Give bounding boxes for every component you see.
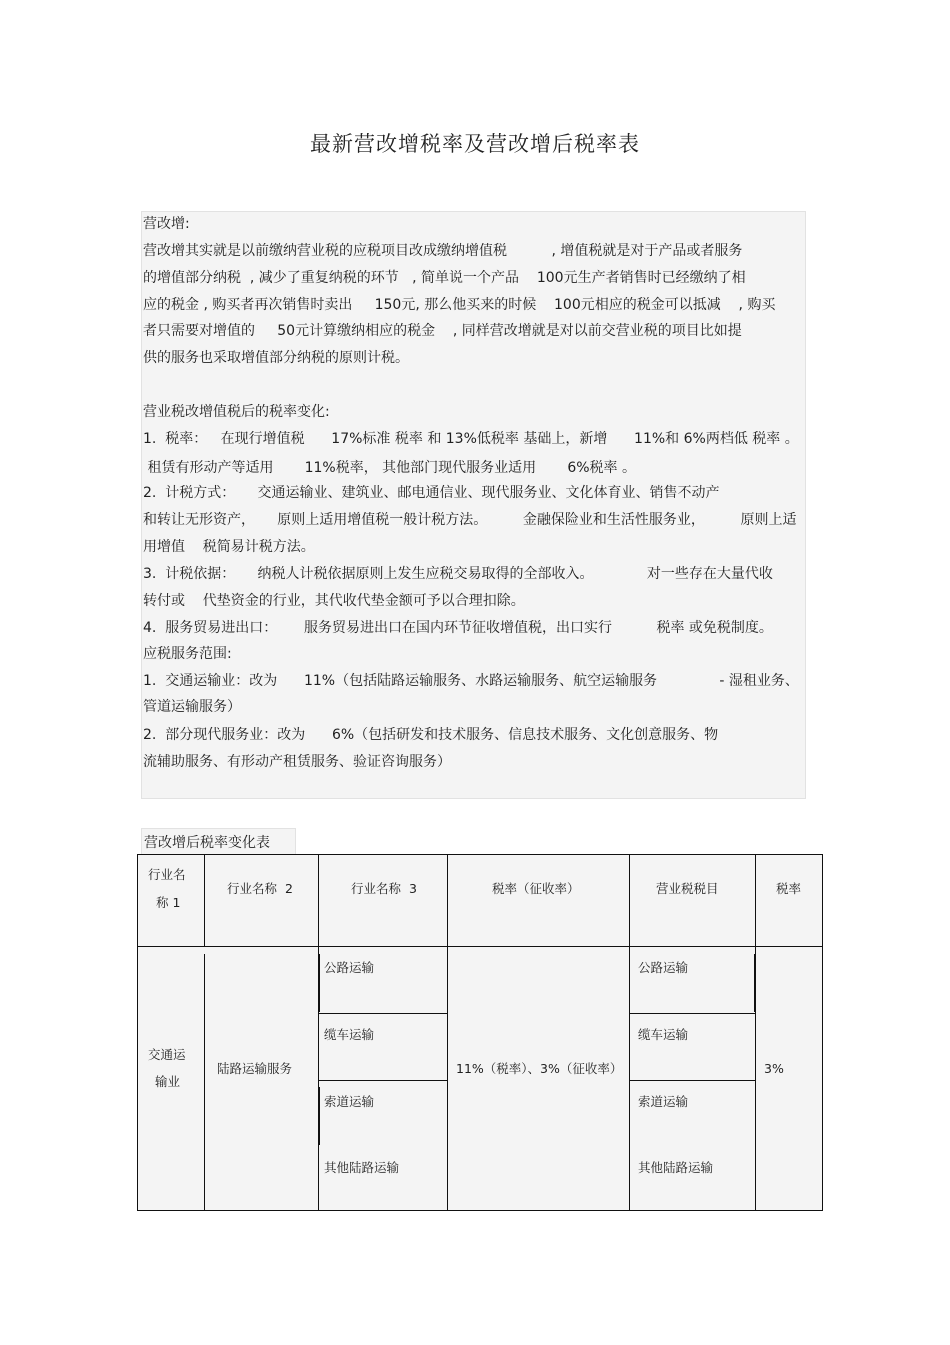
header-col1-line1: 行业名 <box>148 867 186 882</box>
intro-line: 者只需要对增值的 50元计算缴纳相应的税金 , 同样营改增就是对以前交营业税的项目比如提 <box>143 323 742 339</box>
col-divider <box>629 854 630 1211</box>
col-divider <box>447 854 448 1211</box>
taxitem-divider <box>629 1013 755 1014</box>
changes-line: 转付或 代垫资金的行业，其代收代垫金额可予以合理扣除。 <box>143 593 525 609</box>
category-cell: 陆路运输服务 <box>217 1061 293 1076</box>
subitem-cell: 缆车运输 <box>324 1027 375 1042</box>
changes-line: 3. 计税依据： 纳税人计税依据原则上发生应税交易取得的全部收入。 对一些存在大量代收 <box>143 566 773 582</box>
subitem-divider <box>319 1080 447 1081</box>
changes-line: 2. 计税方式： 交通运输业、建筑业、邮电通信业、现代服务业、文化体育业、销售不动产 <box>143 485 720 501</box>
changes-line: 租赁有形动产等适用 11%税率， 其他部门现代服务业适用 6%税率 。 <box>143 460 636 476</box>
taxitem-divider <box>629 1080 755 1081</box>
subitem-divider <box>319 1013 447 1014</box>
subitem-cell: 公路运输 <box>324 960 375 975</box>
intro-line: 营改增其实就是以前缴纳营业税的应税项目改成缴纳增值税 , 增值税就是对于产品或者服务 <box>143 243 743 259</box>
tax-item-cell: 索道运输 <box>638 1094 689 1109</box>
table-border-bottom <box>137 1210 823 1211</box>
header-col1-line2: 称 1 <box>156 895 181 910</box>
intro-heading: 营改增: <box>143 216 190 232</box>
header-col2: 行业名称 2 <box>227 881 293 896</box>
intro-line: 的增值部分纳税 , 减少了重复纳税的环节 , 简单说一个产品 100元生产者销售时已经缴纳了相 <box>143 270 746 286</box>
col-divider <box>318 854 319 1211</box>
stub-line <box>319 1087 320 1145</box>
table-border-right <box>822 854 823 1211</box>
page-title: 最新营改增税率及营改增后税率表 <box>310 132 640 156</box>
changes-line: 用增值 税简易计税方法。 <box>143 539 315 555</box>
business-tax-rate-cell: 3% <box>764 1061 784 1076</box>
table-border-left <box>137 854 138 1211</box>
scope-line: 管道运输服务） <box>143 699 241 715</box>
changes-line: 1. 税率： 在现行增值税 17%标准 税率 和 13%低税率 基础上，新增 11%和 6%两档低 税率 。 <box>143 431 799 447</box>
stub-line <box>319 954 320 1012</box>
subitem-cell: 索道运输 <box>324 1094 375 1109</box>
changes-line: 4. 服务贸易进出口： 服务贸易进出口在国内环节征收增值税，出口实行 税率 或免税制度。 <box>143 620 773 636</box>
col-divider <box>755 854 756 1211</box>
tax-item-cell: 其他陆路运输 <box>638 1160 714 1175</box>
col-divider <box>204 954 205 1210</box>
header-divider <box>137 946 823 947</box>
rate-table <box>137 854 823 1211</box>
tax-item-cell: 公路运输 <box>638 960 689 975</box>
stub-line <box>754 954 755 1012</box>
header-col4: 税率（征收率） <box>492 881 580 896</box>
scope-line: 1. 交通运输业：改为 11%（包括陆路运输服务、水路运输服务、航空运输服务 - 湿租业务、 <box>143 673 799 689</box>
header-col5: 营业税税目 <box>656 881 719 896</box>
col-divider <box>204 854 205 946</box>
scope-line: 流辅助服务、有形动产租赁服务、验证咨询服务） <box>143 754 451 770</box>
industry-line1: 交通运 <box>148 1047 186 1062</box>
scope-heading: 应税服务范围: <box>143 646 232 662</box>
intro-line: 应的税金 , 购买者再次销售时卖出 150元, 那么他买来的时候 100元相应的税金可以抵减 , 购买 <box>143 297 776 313</box>
changes-line: 和转让无形资产， 原则上适用增值税一般计税方法。 金融保险业和生活性服务业， 原则上适 <box>143 512 797 528</box>
intro-line: 供的服务也采取增值部分纳税的原则计税。 <box>143 350 409 366</box>
table-caption: 营改增后税率变化表 <box>144 835 270 851</box>
header-col6: 税率 <box>776 881 802 896</box>
subitem-cell: 其他陆路运输 <box>324 1160 400 1175</box>
table-border-top <box>137 854 823 855</box>
industry-line2: 输业 <box>155 1074 181 1089</box>
changes-heading: 营业税改增值税后的税率变化: <box>143 404 330 420</box>
vat-rate-cell: 11%（税率）、3%（征收率） <box>456 1061 623 1076</box>
tax-item-cell: 缆车运输 <box>638 1027 689 1042</box>
header-col3: 行业名称 3 <box>351 881 417 896</box>
scope-line: 2. 部分现代服务业：改为 6%（包括研发和技术服务、信息技术服务、文化创意服务、物 <box>143 727 719 743</box>
